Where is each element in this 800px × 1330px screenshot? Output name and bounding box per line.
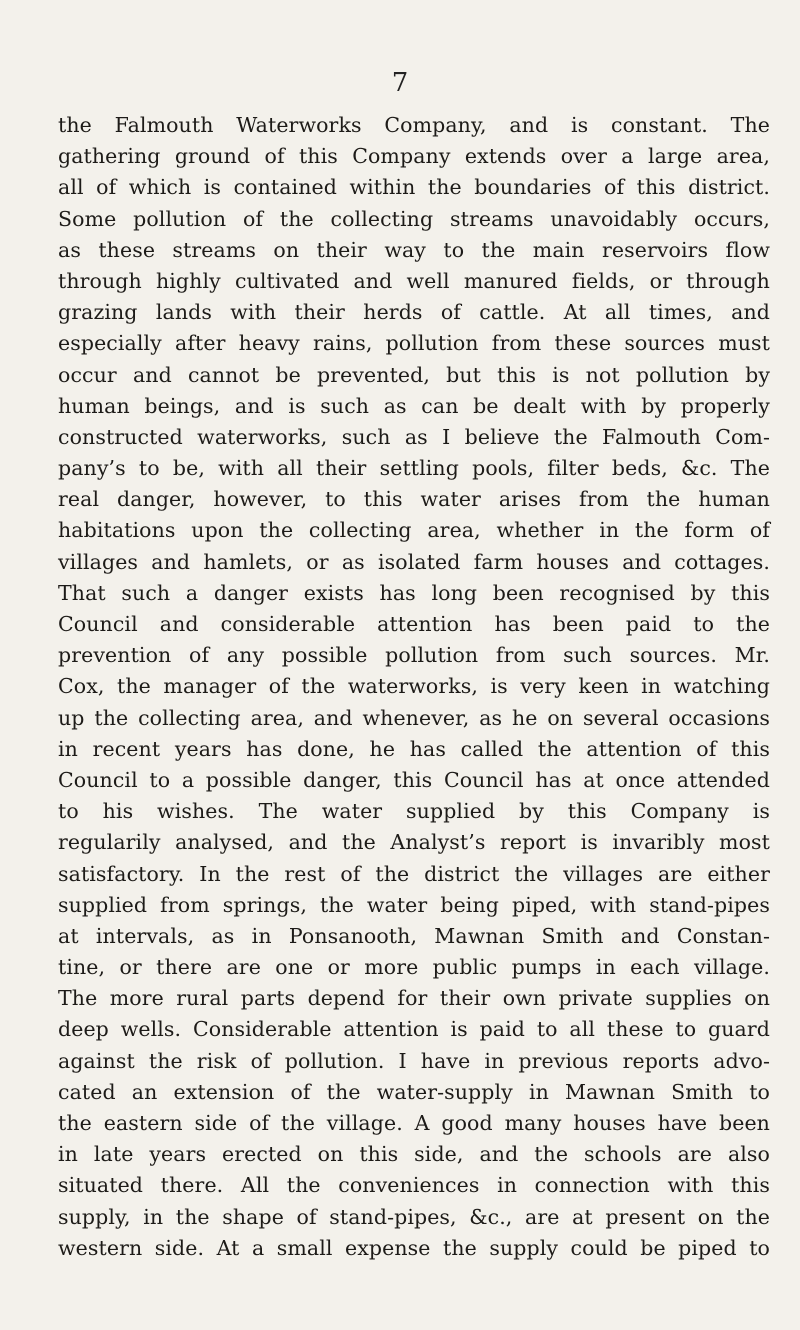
text-line: especially after heavy rains, pollution from these sources must (58, 331, 770, 356)
text-line: gathering ground of this Company extends over a large area, (58, 144, 770, 169)
text-line: up the collecting area, and whenever, as he on several occasions (58, 705, 770, 730)
body-text (58, 110, 770, 1264)
text-line: prevention of any possible pollution from such sources. Mr. (58, 643, 770, 668)
text-line: tine, or there are one or more public pumps in each village. (58, 955, 770, 980)
text-line: deep wells. Considerable attention is paid to all these to guard (58, 1017, 770, 1042)
text-line: through highly cultivated and well manured fields, or through (58, 268, 770, 293)
text-line: the eastern side of the village. A good many houses have been (58, 1111, 770, 1135)
text-line: villages and hamlets, or as isolated farm houses and cottages. (58, 549, 770, 574)
text-line: cated an extension of the water-supply in Mawnan Smith to (58, 1079, 770, 1104)
text-line: grazing lands with their herds of cattle. At all times, and (58, 300, 770, 325)
text-line: satisfactory. In the rest of the district the villages are either (58, 861, 770, 886)
text-line: human beings, and is such as can be dealt with by properly (58, 393, 770, 418)
text-line: That such a danger exists has long been recognised by this (58, 580, 770, 605)
text-line: all of which is contained within the boundaries of this district. (58, 175, 770, 200)
text-line: Some pollution of the collecting streams unavoidably occurs, (58, 206, 770, 231)
text-line: regularily analysed, and the Analyst’s report is invaribly most (58, 830, 770, 855)
page-number: 7 (391, 68, 409, 98)
text-line: habitations upon the collecting area, whether in the form of (58, 518, 770, 543)
text-line: Council and considerable attention has been paid to the (58, 612, 770, 636)
text-line: Council to a possible danger, this Council has at once attended (58, 767, 770, 792)
text-line: as these streams on their way to the main reservoirs flow (58, 237, 770, 262)
text-line: real danger, however, to this water arises from the human (58, 487, 770, 512)
text-line: to his wishes. The water supplied by this Company is (58, 799, 770, 824)
text-line: in recent years has done, he has called the attention of this (58, 736, 770, 761)
text-line: supplied from springs, the water being piped, with stand-pipes (58, 892, 770, 917)
text-line: against the risk of pollution. I have in previous reports advo- (58, 1048, 770, 1073)
text-line: constructed waterworks, such as I believe the Falmouth Com- (58, 424, 770, 449)
text-line: the Falmouth Waterworks Company, and is constant. The (58, 113, 770, 137)
text-line: Cox, the manager of the waterworks, is very keen in watching (58, 674, 770, 699)
text-line: supply, in the shape of stand-pipes, &c., are at present on the (58, 1204, 770, 1229)
text-line: pany’s to be, with all their settling pools, filter beds, &c. The (58, 456, 770, 481)
text-line: western side. At a small expense the supply could be piped to (58, 1235, 770, 1260)
text-line: The more rural parts depend for their own private supplies on (58, 986, 770, 1011)
text-line: at intervals, as in Ponsanooth, Mawnan Smith and Constan- (58, 923, 770, 948)
text-line: in late years erected on this side, and the schools are also (58, 1142, 770, 1167)
text-line: occur and cannot be prevented, but this is not pollution by (58, 362, 770, 387)
text-line: situated there. All the conveniences in connection with this (58, 1173, 770, 1198)
